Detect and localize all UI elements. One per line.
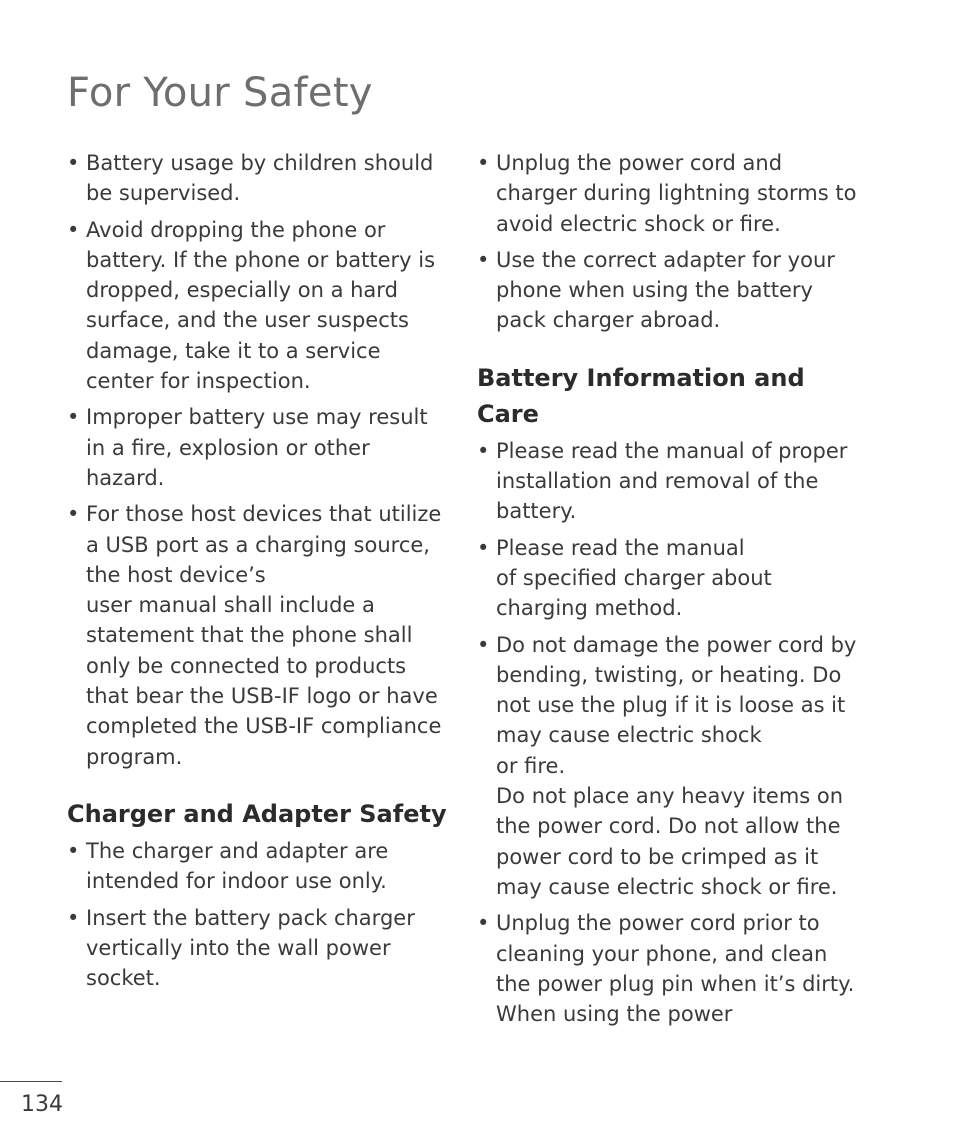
right-bullet-list	[477, 148, 862, 336]
list-item: • Insert the battery pack charger vertically into the wall power socket.	[67, 903, 452, 994]
list-item: • Do not damage the power cord by bending, twisting, or heating. Do not use the plug if it is loose as it may cause electric shock or fire. Do not place any heavy items on the power cord. Do not allow the power cord to be crimped as it may cause electric shock or fire.	[477, 630, 862, 903]
footer-divider	[0, 1081, 62, 1082]
list-item: • Please read the manual of specified charger about charging method.	[477, 533, 862, 624]
list-item: • Battery usage by children should be supervised.	[67, 148, 452, 209]
charger-safety-list	[67, 836, 452, 993]
section-heading-battery-info: Battery Information and Care	[477, 363, 805, 428]
list-item: • The charger and adapter are intended for indoor use only.	[67, 836, 452, 897]
list-item: • For those host devices that utilize a USB port as a charging source, the host device’s user manual shall include a statement that the phone shall only be connected to products that bear the USB-IF logo or have completed the USB-IF compliance program.	[67, 499, 452, 772]
list-item: • Unplug the power cord prior to cleaning your phone, and clean the power plug pin when it’s dirty. When using the power	[477, 908, 862, 1029]
left-column	[67, 148, 452, 999]
list-item: • Improper battery use may result in a fire, explosion or other hazard.	[67, 402, 452, 493]
battery-info-list	[477, 436, 862, 1030]
list-item: • Use the correct adapter for your phone when using the battery pack charger abroad.	[477, 245, 862, 336]
list-item: • Please read the manual of proper installation and removal of the battery.	[477, 436, 862, 527]
page-number: 134	[21, 1092, 63, 1117]
page-title: For Your Safety	[67, 70, 373, 116]
left-bullet-list	[67, 148, 452, 772]
section-heading-charger-safety: Charger and Adapter Safety	[67, 799, 447, 828]
list-item: • Avoid dropping the phone or battery. If the phone or battery is dropped, especially on a hard surface, and the user suspects damage, take it to a service center for inspection.	[67, 215, 452, 397]
list-item: • Unplug the power cord and charger during lightning storms to avoid electric shock or fire.	[477, 148, 862, 239]
right-column	[477, 148, 862, 1035]
